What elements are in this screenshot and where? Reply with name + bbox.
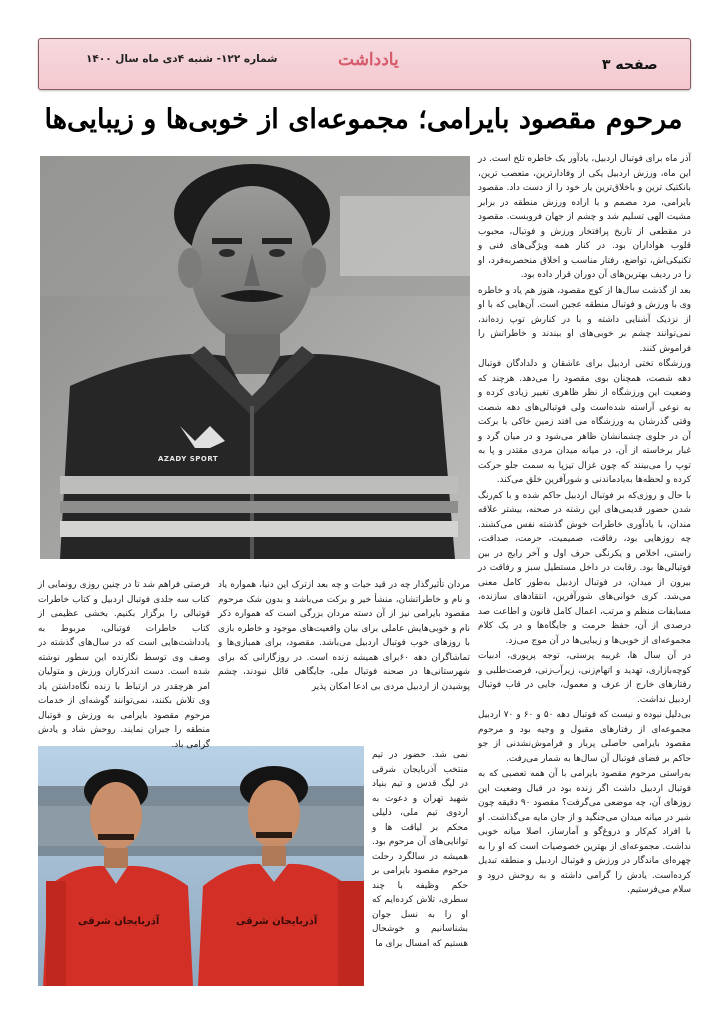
- page-number: صفحه ۳: [602, 57, 658, 73]
- paragraph: مردان تأثیرگذار چه در قید حیات و چه بعد ازترک این دنیا، همواره یاد و نام و خاطراتشان، منشأ خیر و برکت می‌باشد و بدون شک مرحوم مقصود بایرامی نیز از آن دسته مردان بزرگی است که همواره ذکر نام و خوبی‌هایش عاملی برای بیان واقعیت‌های موجود و خاطره بازی با روزهای خوب فوتبال اردبیل می‌باشد. مقصود، برای همبازی‌ها و تماشاگران دهه ۶۰برای همیشه زنده است. در روزگارانی که برای شهرستانی‌ها در صحنه فوتبال ملی، جایگاهی قائل نبودند، چشم پوشیدن از اردبیل مردی بی ادعا امکان پذیر: [218, 580, 470, 692]
- paragraph: فرصتی فراهم شد تا در چنین روزی رونمایی از کتاب سه جلدی فوتبال اردبیل و کتاب خاطرات فوتبالی را برگزار بکنیم. بخشی عظیمی از کتاب خاطرات فوتبالی، مربوط به یادداشت‌هایی است که در سال‌های گذشته در وصف وی توسط نگارنده این سطور نوشته شده است. دست اندرکاران ورزش و متولیان امر هرچقدر در ارتباط با زنده نگاه‌داشتن یاد وی تلاش بکنند، نمی‌توانند گوشه‌ای از خدمات مرحوم مقصود بایرامی به ورزش و فوتبال منطقه را جبران نمایند. روحش شاد و یادش گرامی باد.: [38, 580, 210, 750]
- portrait-photo: [40, 156, 470, 559]
- paragraph: با حال و روزی‌که بر فوتبال اردبیل حاکم شده و با کم‌رنگ شدن حضور قدیمی‌های این رشته در صحنه، بیشتر علاقه مندان، با یادآوری خاطرات خوش گذشته نفس می‌کشند. چه روزهایی بود، رفاقت، صمیمیت، حرمت، صداقت، راستی، اخلاص و یکرنگی حرف اول و آخر رایج در بین فوتبالی‌ها بود. رقابت در داخل مستطیل سبز و رفاقت در بیرون از میدان، در فوتبال اردبیل به‌طور کامل معنی می‌شد. کری خوانی‌های شورآفرین، انتقادهای سازنده، مسابقات منظم و مرتب، اعمال کامل قانون و اطاعت صد درصدی از آن، حفظ حرمت و جایگاه‌ها و در یک کلام مجموعه‌ای از خوبی‌ها و زیبایی‌ها در آن موج می‌زد.: [478, 490, 691, 646]
- paragraph: در آن سال ها، غریبه پرستی، توجه پرپوری، ادبیات کوچه‌بازاری، تهدید و اتهام‌زنی، زیرآب‌زنی، فرصت‌طلبی و رفتارهای خارج از عرف و معمول، جایی در قاب فوتبال اردبیل نداشت.: [478, 651, 691, 705]
- jersey-logo-text: AZADY SPORT: [158, 455, 219, 463]
- paragraph: بی‌دلیل نبوده و نیست که فوتبال دهه ۵۰ و ۶۰ و ۷۰ اردبیل مجموعه‌ای از رفتارهای مقبول و وجیه بود و مرحوم مقصود بایرامی حاصلی پربار و فراموش‌نشدنی از جو حاکم بر فضای فوتبال آن سال‌ها به شمار می‌رفت.: [478, 710, 691, 764]
- jersey-text-right: آذربایجان شرقی: [236, 916, 318, 927]
- article-column-left: [38, 578, 210, 750]
- issue-info: شماره ۱۲۲- شنبه ۴دی ماه سال ۱۴۰۰: [86, 53, 278, 65]
- article-column-right: [478, 152, 691, 952]
- paragraph: ورزشگاه تختی اردبیل برای عاشقان و دلدادگان فوتبال دهه شصت، همچنان بوی مقصود را می‌دهد. هرچند که وضعیت این ورزشگاه از نظر ظاهری تغییر زیادی کرده و به نوعی آراسته شده‌است ولی فوتبالی‌های دهه شصت وقتی گذرشان به ورزشگاه می افتد زمین خاکی با برکت آن در جلوی چشمانشان ظاهر می‌شود و در میان گرد و غبار برخاسته از آن، در میانه میدان مردی مقتدر و پا به توپ را می‌بینند که چون غزال تیزپا به سمت جلو حرکت کرده و لحظه‌ها به‌یادماندنی و شورآفرین خلق می‌کند.: [478, 359, 691, 485]
- paragraph: به‌راستی مرحوم مقصود بایرامی با آن همه تعصبی که به فوتبال اردبیل داشت اگر زنده بود در قبال وضعیت این روزهای آن، چه موضعی می‌گرفت؟ مقصود ۹۰ دقیقه چون شیر در میانه میدان می‌جنگید و از جان مایه می‌گذاشت. او با افراد کم‌کار و دروغ‌گو و آمارساز، اصلا میانه خوبی نداشت. مجموعه‌ای از بهترین خصوصیات است که او را به چهره‌ای ماندگار در ورزش و فوتبال اردبیل و منطقه تبدیل کرده‌است. یادش را گرامی داشته و به روحش درود و سلام می‌فرستیم.: [478, 769, 691, 895]
- team-photo: [38, 746, 364, 986]
- section-title: یادداشت: [338, 50, 399, 70]
- paragraph: بعد از گذشت سال‌ها از کوچ مقصود، هنوز هم یاد و خاطره وی با ورزش و فوتبال منطقه عجین است. آن‌هایی که با او از نزدیک آشنایی داشته و با در کنارش توپ زده‌اند، نمی‌توانند چشم بر خوبی‌های او ببندند و خاطراتش را فراموش کنند.: [478, 285, 691, 354]
- paragraph: آذر ماه برای فوتبال اردبیل، یادآور یک خاطره تلخ است. در این ماه، ورزش اردبیل یکی از وفادارترین، متعصب ترین، بانکتیک ترین و باخلاق‌ترین یار خود را از دست داد. مقصود بایرامی، مرد مصمم و با اراده ورزش منطقه در برابر مشیت الهی تسلیم شد و چشم از جهان فروبست. مقصود در مقطعی از تاریخ پرافتخار ورزش و فوتبال، محبوب قلوب هواداران بود. در کنار همه ویژگی‌های فنی و تکنیکی‌اش، تواضع، رفتار مناسب و اخلاق منحصربه‌فرد، او را در ردیف بهترین‌های آن دوران قرار داده بود.: [478, 154, 691, 280]
- paragraph: نمی شد. حضور در تیم منتخب آذربایجان شرقی در لیگ قدس و تیم بنیاد شهید تهران و دعوت به اردوی تیم ملی، دلیلی محکم بر لیاقت ها و توانایی‌های آن مرحوم بود. همیشه در سالگرد رحلت مرحوم مقصود بایرامی بر حکم وظیفه با چند سطری، تلاش کرده‌ایم که او را به نسل جوان بشناسانیم و خوشحال هستیم که امسال برای ما: [372, 750, 468, 949]
- article-headline: مرحوم مقصود بایرامی؛ مجموعه‌ای از خوبی‌ها و زیبایی‌ها: [44, 104, 683, 135]
- article-column-middle: [218, 578, 470, 748]
- article-column-narrow: [372, 748, 468, 983]
- jersey-text-left: آذربایجان شرقی: [78, 916, 160, 927]
